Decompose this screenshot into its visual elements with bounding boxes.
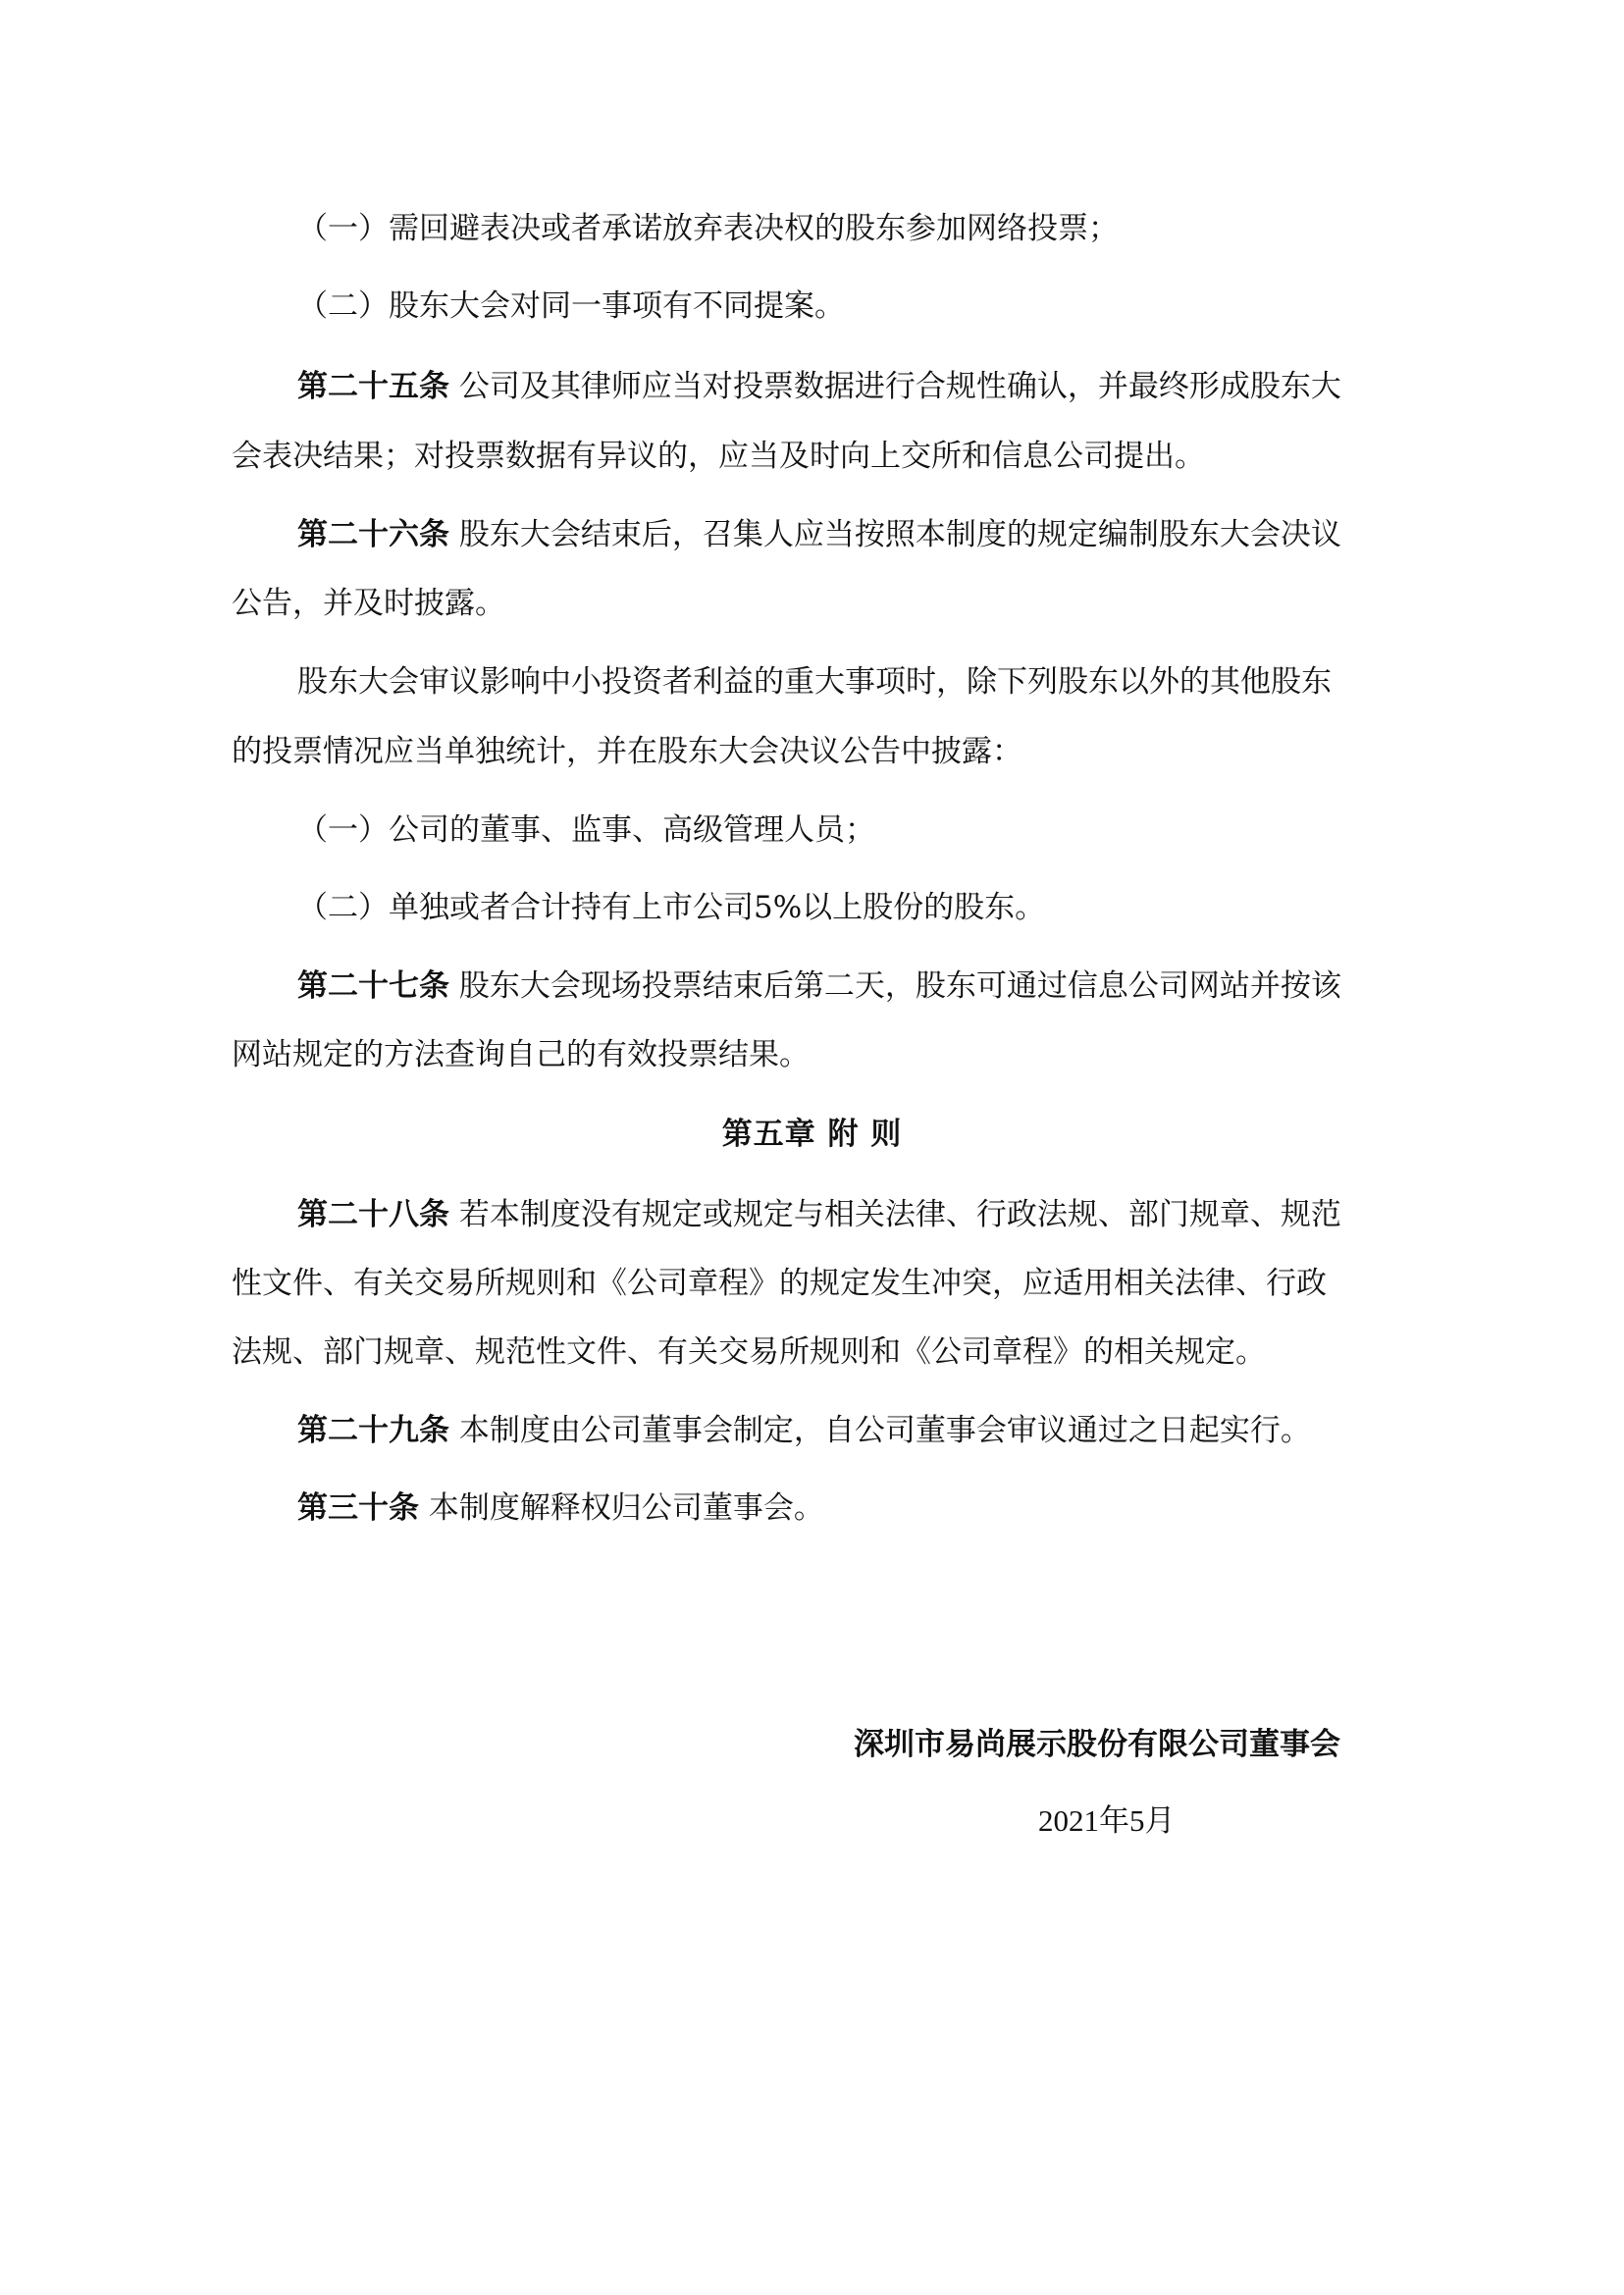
article-27-line-2: 网站规定的方法查询自己的有效投票结果。 xyxy=(232,1037,810,1072)
article-25-text-1: 公司及其律师应当对投票数据进行合规性确认，并最终形成股东大 xyxy=(449,369,1341,404)
article-26-line-2: 公告，并及时披露。 xyxy=(232,586,505,621)
article-25-label: 第二十五条 xyxy=(297,369,449,404)
article-28-text-1: 若本制度没有规定或规定与相关法律、行政法规、部门规章、规范 xyxy=(449,1197,1341,1232)
chapter-5-heading: 第五章 附 则 xyxy=(721,1117,903,1152)
signature-company: 深圳市易尚展示股份有限公司董事会 xyxy=(854,1727,1340,1762)
article-28-line-1 xyxy=(297,1195,1624,1234)
article-26-line-1 xyxy=(297,515,1624,554)
article-30-label: 第三十条 xyxy=(297,1490,419,1526)
signature-date: 2021年5月 xyxy=(1038,1803,1176,1838)
article-27-line-1 xyxy=(297,966,1624,1006)
article-27-text-1: 股东大会现场投票结束后第二天，股东可通过信息公司网站并按该 xyxy=(449,968,1341,1004)
article-29 xyxy=(297,1411,1624,1450)
item-different-proposals: （二）股东大会对同一事项有不同提案。 xyxy=(297,288,845,324)
item-abstain-voting: （一）需回避表决或者承诺放弃表决权的股东参加网络投票； xyxy=(297,211,1119,246)
article-26-label: 第二十六条 xyxy=(297,517,449,552)
article-29-text: 本制度由公司董事会制定，自公司董事会审议通过之日起实行。 xyxy=(449,1413,1311,1448)
small-investors-line-1: 股东大会审议影响中小投资者利益的重大事项时，除下列股东以外的其他股东 xyxy=(297,664,1332,700)
article-28-line-3: 法规、部门规章、规范性文件、有关交易所规则和《公司章程》的相关规定。 xyxy=(232,1334,1266,1370)
article-27-label: 第二十七条 xyxy=(297,968,449,1004)
article-25-line-2: 会表决结果；对投票数据有异议的，应当及时向上交所和信息公司提出。 xyxy=(232,439,1205,474)
article-28-label: 第二十八条 xyxy=(297,1197,449,1232)
article-26-text-1: 股东大会结束后，召集人应当按照本制度的规定编制股东大会决议 xyxy=(449,517,1341,552)
article-25-line-1 xyxy=(297,367,1624,406)
article-29-label: 第二十九条 xyxy=(297,1413,449,1448)
article-28-line-2: 性文件、有关交易所规则和《公司章程》的规定发生冲突，应适用相关法律、行政 xyxy=(232,1266,1327,1301)
article-30 xyxy=(297,1488,1624,1528)
item-directors: （一）公司的董事、监事、高级管理人员； xyxy=(297,812,875,848)
article-30-text: 本制度解释权归公司董事会。 xyxy=(419,1490,824,1526)
item-shareholders-5pct: （二）单独或者合计持有上市公司5%以上股份的股东。 xyxy=(297,890,1046,925)
small-investors-line-2: 的投票情况应当单独统计，并在股东大会决议公告中披露： xyxy=(232,734,1022,769)
